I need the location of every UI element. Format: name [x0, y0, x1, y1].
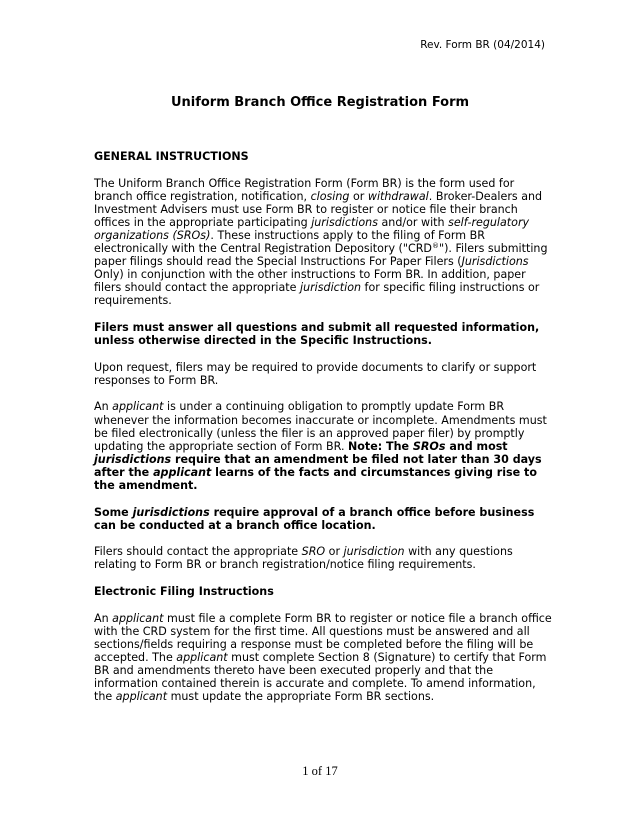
text-run: . These instructions apply to the filing of Form BR electronically with the Central Registration Depository ("CRD: [94, 228, 485, 256]
text-run: or: [325, 545, 344, 559]
general-instructions-heading: GENERAL INSTRUCTIONS: [94, 150, 249, 163]
term-jurisdiction: jurisdiction: [343, 545, 405, 559]
bold-text: and most: [445, 439, 508, 453]
answer-all-questions-paragraph: [94, 321, 552, 347]
text-run: Filers should contact the appropriate: [94, 545, 302, 559]
amendment-obligation-paragraph: [94, 400, 552, 492]
text-run: must file a complete Form BR to register or notice file a branch office with the CRD system for the first time. All questions must be answered and all sections/fields requiring a response must be completed before the filing will be accepted. The: [94, 611, 552, 664]
term-applicant: applicant: [115, 690, 168, 704]
bold-text: Some: [94, 505, 133, 519]
page-number: 1 of 17: [302, 764, 338, 778]
term-sro: SRO: [301, 545, 326, 559]
bold-text: Note: The: [348, 439, 413, 453]
term-applicant: applicant: [112, 611, 164, 625]
text-run: must update the appropriate Form BR sections.: [167, 690, 435, 704]
text-run: is under a continuing obligation to promptly update Form BR whenever the information becomes inaccurate or incomplete. Amendments must be filed electronically (unless the filer is an approved paper filer) by promptly updating the appropriate section of Form BR.: [94, 400, 547, 453]
branch-approval-paragraph: [94, 506, 552, 532]
registered-mark: ®: [431, 242, 439, 251]
term-jurisdictions: jurisdictions: [94, 452, 172, 466]
term-applicant: applicant: [153, 465, 212, 479]
text-run: An: [94, 400, 113, 414]
text-run: for specific filing instructions or requirements.: [94, 281, 540, 308]
text-run: . Broker-Dealers and Investment Advisers must use Form BR to register or notice file their branch offices in the appropriate participating: [94, 189, 543, 229]
term-applicant: applicant: [176, 650, 228, 664]
document-body: [94, 150, 552, 717]
text-run: or: [349, 189, 368, 203]
bold-text: Filers must answer all questions and submit all requested information, unless otherwise directed in the Specific Instructions.: [94, 321, 540, 348]
electronic-filing-heading: Electronic Filing Instructions: [94, 584, 274, 598]
text-run: "). Filers submitting paper filings should read the Special Instructions For Paper Filers (: [94, 242, 548, 269]
general-intro-paragraph: [94, 177, 552, 308]
term-jurisdiction: jurisdiction: [300, 281, 362, 295]
term-jurisdictions: jurisdictions: [132, 505, 210, 519]
term-jurisdictions: jurisdictions: [311, 215, 378, 229]
page-title: Uniform Branch Office Registration Form: [170, 95, 470, 110]
term-closing: closing: [310, 189, 350, 203]
text-run: Only) in conjunction with the other instructions to Form BR. In addition, paper filers should contact the appropriate: [94, 268, 526, 295]
text-run: and/or with: [377, 215, 449, 229]
term-sros: self-regulatory organizations (SROs): [94, 215, 530, 242]
text-run: with any questions relating to Form BR or branch registration/notice filing requirements.: [94, 545, 513, 572]
text-run: must complete Section 8 (Signature) to certify that Form BR and amendments thereto have been executed properly and that the information contained therein is accurate and complete. To amend information, the: [94, 650, 547, 704]
bold-text: require approval of a branch office before business can be conducted at a branch office location.: [94, 505, 535, 532]
bold-text: require that an amendment be filed not later than 30 days after the: [94, 452, 542, 479]
text-run: The Uniform Branch Office Registration Form (Form BR) is the form used for branch office registration, notification,: [94, 176, 515, 203]
term-withdrawal: withdrawal: [367, 189, 429, 203]
term-applicant: applicant: [112, 400, 164, 414]
contact-sro-paragraph: [94, 545, 552, 571]
text-run: An: [94, 611, 113, 625]
electronic-filing-paragraph: [94, 612, 552, 704]
term-sros: SROs: [412, 439, 446, 453]
term-jurisdictions: Jurisdictions: [461, 255, 529, 269]
documents-request-paragraph: Upon request, filers may be required to provide documents to clarify or support responses to Form BR.: [94, 360, 537, 387]
bold-text: learns of the facts and circumstances giving rise to the amendment.: [94, 465, 537, 492]
form-revision-label: Rev. Form BR (04/2014): [420, 39, 545, 51]
